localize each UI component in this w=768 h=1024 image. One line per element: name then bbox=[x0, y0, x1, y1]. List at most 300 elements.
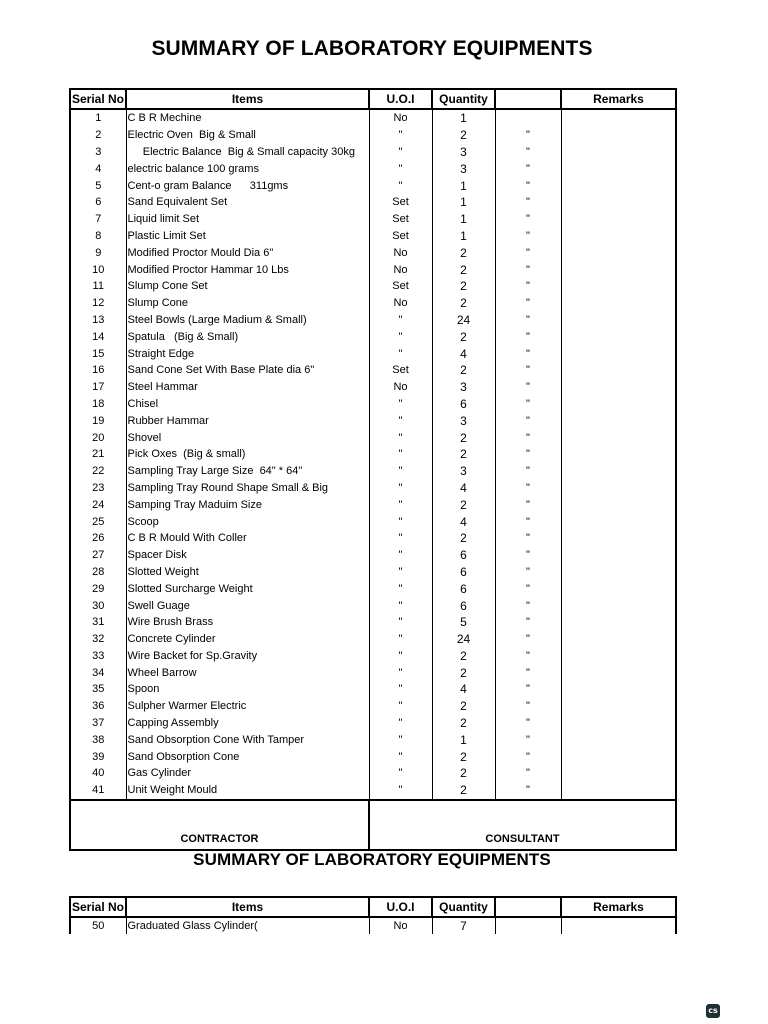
ditto-mark-cell: " bbox=[495, 412, 561, 429]
item-name-cell: Swell Guage bbox=[126, 597, 369, 614]
remarks-cell bbox=[561, 328, 676, 345]
uoi-cell: No bbox=[369, 917, 432, 934]
remarks-cell bbox=[561, 295, 676, 312]
item-name-cell: Capping Assembly bbox=[126, 715, 369, 732]
remarks-cell bbox=[561, 362, 676, 379]
table-row bbox=[70, 480, 676, 497]
quantity-cell: 3 bbox=[432, 160, 495, 177]
item-name-cell: Pick Oxes (Big & small) bbox=[126, 446, 369, 463]
uoi-cell: " bbox=[369, 144, 432, 161]
ditto-mark-cell: " bbox=[495, 748, 561, 765]
uoi-cell: " bbox=[369, 748, 432, 765]
uoi-cell: " bbox=[369, 345, 432, 362]
table-row bbox=[70, 530, 676, 547]
remarks-cell bbox=[561, 412, 676, 429]
uoi-cell: " bbox=[369, 530, 432, 547]
table-row bbox=[70, 278, 676, 295]
uoi-cell: " bbox=[369, 765, 432, 782]
item-name-cell: Slotted Weight bbox=[126, 564, 369, 581]
quantity-cell: 2 bbox=[432, 295, 495, 312]
quantity-cell: 1 bbox=[432, 731, 495, 748]
uoi-cell: " bbox=[369, 396, 432, 413]
item-name-cell: Modified Proctor Hammar 10 Lbs bbox=[126, 261, 369, 278]
remarks-cell bbox=[561, 765, 676, 782]
table-row bbox=[70, 648, 676, 665]
uoi-cell: " bbox=[369, 731, 432, 748]
ditto-mark-cell bbox=[495, 109, 561, 127]
serial-no-cell: 29 bbox=[70, 580, 126, 597]
uoi-cell: No bbox=[369, 295, 432, 312]
ditto-mark-cell: " bbox=[495, 244, 561, 261]
header-row bbox=[70, 897, 676, 917]
quantity-cell: 6 bbox=[432, 580, 495, 597]
table-row bbox=[70, 496, 676, 513]
remarks-cell bbox=[561, 748, 676, 765]
serial-no-cell: 32 bbox=[70, 631, 126, 648]
ditto-mark-cell: " bbox=[495, 228, 561, 245]
table-row bbox=[70, 194, 676, 211]
item-name-cell: Sand Equivalent Set bbox=[126, 194, 369, 211]
quantity-cell: 6 bbox=[432, 564, 495, 581]
remarks-cell bbox=[561, 261, 676, 278]
uoi-cell: No bbox=[369, 109, 432, 127]
remarks-cell bbox=[561, 715, 676, 732]
item-name-cell: Sampling Tray Large Size 64" * 64" bbox=[126, 463, 369, 480]
item-name-cell: Sand Obsorption Cone bbox=[126, 748, 369, 765]
remarks-cell bbox=[561, 379, 676, 396]
table-row bbox=[70, 211, 676, 228]
serial-no-cell: 27 bbox=[70, 547, 126, 564]
serial-no-cell: 38 bbox=[70, 731, 126, 748]
camscanner-logo-icon: cs bbox=[706, 1004, 720, 1018]
uoi-cell: " bbox=[369, 328, 432, 345]
item-name-cell: Spacer Disk bbox=[126, 547, 369, 564]
quantity-cell: 1 bbox=[432, 177, 495, 194]
ditto-mark-cell: " bbox=[495, 496, 561, 513]
table-row bbox=[70, 631, 676, 648]
quantity-cell: 6 bbox=[432, 396, 495, 413]
quantity-cell: 6 bbox=[432, 547, 495, 564]
ditto-mark-cell: " bbox=[495, 698, 561, 715]
serial-no-cell: 18 bbox=[70, 396, 126, 413]
item-name-cell: electric balance 100 grams bbox=[126, 160, 369, 177]
item-name-cell: Plastic Limit Set bbox=[126, 228, 369, 245]
table-row bbox=[70, 396, 676, 413]
serial-no-cell: 15 bbox=[70, 345, 126, 362]
table-row bbox=[70, 144, 676, 161]
header-serial-no: Serial No bbox=[70, 89, 126, 109]
ditto-mark-cell: " bbox=[495, 782, 561, 800]
serial-no-cell: 9 bbox=[70, 244, 126, 261]
item-name-cell: C B R Mechine bbox=[126, 109, 369, 127]
serial-no-cell: 24 bbox=[70, 496, 126, 513]
uoi-cell: " bbox=[369, 446, 432, 463]
uoi-cell: No bbox=[369, 379, 432, 396]
consultant-signature-box: CONSULTANT bbox=[369, 800, 676, 850]
serial-no-cell: 1 bbox=[70, 109, 126, 127]
serial-no-cell: 3 bbox=[70, 144, 126, 161]
serial-no-cell: 39 bbox=[70, 748, 126, 765]
uoi-cell: " bbox=[369, 715, 432, 732]
uoi-cell: Set bbox=[369, 228, 432, 245]
ditto-mark-cell: " bbox=[495, 177, 561, 194]
item-name-cell: Sulpher Warmer Electric bbox=[126, 698, 369, 715]
header-blank bbox=[495, 897, 561, 917]
table-row bbox=[70, 412, 676, 429]
equipment-table bbox=[69, 88, 677, 851]
table-row bbox=[70, 295, 676, 312]
quantity-cell: 24 bbox=[432, 631, 495, 648]
table-row bbox=[70, 731, 676, 748]
uoi-cell: " bbox=[369, 496, 432, 513]
quantity-cell: 4 bbox=[432, 513, 495, 530]
uoi-cell: " bbox=[369, 480, 432, 497]
ditto-mark-cell: " bbox=[495, 362, 561, 379]
quantity-cell: 4 bbox=[432, 681, 495, 698]
ditto-mark-cell: " bbox=[495, 211, 561, 228]
table-row bbox=[70, 597, 676, 614]
table-row bbox=[70, 782, 676, 800]
remarks-cell bbox=[561, 345, 676, 362]
quantity-cell: 6 bbox=[432, 597, 495, 614]
item-name-cell: Graduated Glass Cylinder( bbox=[126, 917, 369, 934]
item-name-cell: Scoop bbox=[126, 513, 369, 530]
serial-no-cell: 4 bbox=[70, 160, 126, 177]
uoi-cell: " bbox=[369, 463, 432, 480]
ditto-mark-cell: " bbox=[495, 648, 561, 665]
uoi-cell: " bbox=[369, 580, 432, 597]
serial-no-cell: 6 bbox=[70, 194, 126, 211]
quantity-cell: 2 bbox=[432, 261, 495, 278]
remarks-cell bbox=[561, 144, 676, 161]
item-name-cell: Steel Hammar bbox=[126, 379, 369, 396]
serial-no-cell: 34 bbox=[70, 664, 126, 681]
remarks-cell bbox=[561, 580, 676, 597]
table-row bbox=[70, 312, 676, 329]
remarks-cell bbox=[561, 631, 676, 648]
item-name-cell: Wheel Barrow bbox=[126, 664, 369, 681]
table-row bbox=[70, 664, 676, 681]
remarks-cell bbox=[561, 160, 676, 177]
item-name-cell: Slump Cone Set bbox=[126, 278, 369, 295]
item-name-cell: Slump Cone bbox=[126, 295, 369, 312]
serial-no-cell: 30 bbox=[70, 597, 126, 614]
uoi-cell: Set bbox=[369, 194, 432, 211]
ditto-mark-cell bbox=[495, 917, 561, 934]
equipment-table-body bbox=[70, 109, 676, 800]
item-name-cell: Gas Cylinder bbox=[126, 765, 369, 782]
item-name-cell: Spoon bbox=[126, 681, 369, 698]
table-row bbox=[70, 564, 676, 581]
table-row bbox=[70, 160, 676, 177]
serial-no-cell: 5 bbox=[70, 177, 126, 194]
ditto-mark-cell: " bbox=[495, 261, 561, 278]
ditto-mark-cell: " bbox=[495, 530, 561, 547]
remarks-cell bbox=[561, 782, 676, 800]
remarks-cell bbox=[561, 127, 676, 144]
ditto-mark-cell: " bbox=[495, 144, 561, 161]
remarks-cell bbox=[561, 278, 676, 295]
item-name-cell: Concrete Cylinder bbox=[126, 631, 369, 648]
remarks-cell bbox=[561, 648, 676, 665]
item-name-cell: Sand Cone Set With Base Plate dia 6" bbox=[126, 362, 369, 379]
item-name-cell: Chisel bbox=[126, 396, 369, 413]
table-row bbox=[70, 446, 676, 463]
item-name-cell: Electric Balance Big & Small capacity 30kg bbox=[126, 144, 369, 161]
uoi-cell: " bbox=[369, 412, 432, 429]
serial-no-cell: 50 bbox=[70, 917, 126, 934]
quantity-cell: 3 bbox=[432, 463, 495, 480]
uoi-cell: " bbox=[369, 127, 432, 144]
serial-no-cell: 35 bbox=[70, 681, 126, 698]
table-row bbox=[70, 109, 676, 127]
serial-no-cell: 41 bbox=[70, 782, 126, 800]
uoi-cell: " bbox=[369, 429, 432, 446]
quantity-cell: 3 bbox=[432, 412, 495, 429]
table-row bbox=[70, 362, 676, 379]
uoi-cell: No bbox=[369, 244, 432, 261]
serial-no-cell: 10 bbox=[70, 261, 126, 278]
remarks-cell bbox=[561, 698, 676, 715]
table-row bbox=[70, 429, 676, 446]
equipment-table-continued bbox=[69, 896, 677, 934]
remarks-cell bbox=[561, 547, 676, 564]
ditto-mark-cell: " bbox=[495, 345, 561, 362]
quantity-cell: 1 bbox=[432, 228, 495, 245]
quantity-cell: 2 bbox=[432, 127, 495, 144]
serial-no-cell: 22 bbox=[70, 463, 126, 480]
ditto-mark-cell: " bbox=[495, 597, 561, 614]
quantity-cell: 2 bbox=[432, 362, 495, 379]
quantity-cell: 2 bbox=[432, 278, 495, 295]
uoi-cell: " bbox=[369, 513, 432, 530]
item-name-cell: Steel Bowls (Large Madium & Small) bbox=[126, 312, 369, 329]
quantity-cell: 2 bbox=[432, 328, 495, 345]
remarks-cell bbox=[561, 211, 676, 228]
header-blank bbox=[495, 89, 561, 109]
serial-no-cell: 2 bbox=[70, 127, 126, 144]
serial-no-cell: 37 bbox=[70, 715, 126, 732]
serial-no-cell: 8 bbox=[70, 228, 126, 245]
quantity-cell: 2 bbox=[432, 715, 495, 732]
ditto-mark-cell: " bbox=[495, 312, 561, 329]
ditto-mark-cell: " bbox=[495, 731, 561, 748]
ditto-mark-cell: " bbox=[495, 396, 561, 413]
header-serial-no: Serial No bbox=[70, 897, 126, 917]
serial-no-cell: 21 bbox=[70, 446, 126, 463]
uoi-cell: " bbox=[369, 547, 432, 564]
quantity-cell: 1 bbox=[432, 194, 495, 211]
contractor-signature-box: CONTRACTOR bbox=[70, 800, 369, 850]
uoi-cell: " bbox=[369, 681, 432, 698]
ditto-mark-cell: " bbox=[495, 664, 561, 681]
table-row bbox=[70, 328, 676, 345]
uoi-cell: " bbox=[369, 597, 432, 614]
table-row bbox=[70, 614, 676, 631]
item-name-cell: Cent-o gram Balance 311gms bbox=[126, 177, 369, 194]
uoi-cell: " bbox=[369, 648, 432, 665]
serial-no-cell: 20 bbox=[70, 429, 126, 446]
page-title: SUMMARY OF LABORATORY EQUIPMENTS bbox=[151, 37, 593, 60]
quantity-cell: 3 bbox=[432, 379, 495, 396]
uoi-cell: Set bbox=[369, 211, 432, 228]
quantity-cell: 2 bbox=[432, 496, 495, 513]
equipment-table-continued-body bbox=[70, 917, 676, 934]
remarks-cell bbox=[561, 177, 676, 194]
item-name-cell: Wire Backet for Sp.Gravity bbox=[126, 648, 369, 665]
quantity-cell: 2 bbox=[432, 648, 495, 665]
item-name-cell: Shovel bbox=[126, 429, 369, 446]
ditto-mark-cell: " bbox=[495, 681, 561, 698]
item-name-cell: Spatula (Big & Small) bbox=[126, 328, 369, 345]
remarks-cell bbox=[561, 396, 676, 413]
quantity-cell: 1 bbox=[432, 109, 495, 127]
item-name-cell: Sand Obsorption Cone With Tamper bbox=[126, 731, 369, 748]
uoi-cell: Set bbox=[369, 278, 432, 295]
table-row bbox=[70, 127, 676, 144]
ditto-mark-cell: " bbox=[495, 194, 561, 211]
signature-row bbox=[70, 800, 676, 850]
page-title-continued: SUMMARY OF LABORATORY EQUIPMENTS bbox=[193, 850, 551, 869]
item-name-cell: Liquid limit Set bbox=[126, 211, 369, 228]
remarks-cell bbox=[561, 564, 676, 581]
quantity-cell: 3 bbox=[432, 144, 495, 161]
table-row bbox=[70, 917, 676, 934]
table-row bbox=[70, 513, 676, 530]
serial-no-cell: 16 bbox=[70, 362, 126, 379]
item-name-cell: Modified Proctor Mould Dia 6" bbox=[126, 244, 369, 261]
ditto-mark-cell: " bbox=[495, 480, 561, 497]
remarks-cell bbox=[561, 463, 676, 480]
uoi-cell: " bbox=[369, 312, 432, 329]
header-items: Items bbox=[126, 897, 369, 917]
item-name-cell: Samping Tray Maduim Size bbox=[126, 496, 369, 513]
serial-no-cell: 31 bbox=[70, 614, 126, 631]
header-remarks: Remarks bbox=[561, 89, 676, 109]
ditto-mark-cell: " bbox=[495, 379, 561, 396]
ditto-mark-cell: " bbox=[495, 614, 561, 631]
serial-no-cell: 36 bbox=[70, 698, 126, 715]
serial-no-cell: 40 bbox=[70, 765, 126, 782]
ditto-mark-cell: " bbox=[495, 580, 561, 597]
quantity-cell: 2 bbox=[432, 698, 495, 715]
item-name-cell: Wire Brush Brass bbox=[126, 614, 369, 631]
table-row bbox=[70, 681, 676, 698]
serial-no-cell: 19 bbox=[70, 412, 126, 429]
quantity-cell: 2 bbox=[432, 446, 495, 463]
header-uoi: U.O.I bbox=[369, 89, 432, 109]
remarks-cell bbox=[561, 446, 676, 463]
remarks-cell bbox=[561, 194, 676, 211]
quantity-cell: 2 bbox=[432, 765, 495, 782]
remarks-cell bbox=[561, 496, 676, 513]
table-row bbox=[70, 715, 676, 732]
remarks-cell bbox=[561, 917, 676, 934]
quantity-cell: 2 bbox=[432, 429, 495, 446]
remarks-cell bbox=[561, 681, 676, 698]
remarks-cell bbox=[561, 244, 676, 261]
ditto-mark-cell: " bbox=[495, 295, 561, 312]
ditto-mark-cell: " bbox=[495, 715, 561, 732]
item-name-cell: Electric Oven Big & Small bbox=[126, 127, 369, 144]
ditto-mark-cell: " bbox=[495, 631, 561, 648]
table-row bbox=[70, 463, 676, 480]
remarks-cell bbox=[561, 429, 676, 446]
uoi-cell: " bbox=[369, 177, 432, 194]
quantity-cell: 1 bbox=[432, 211, 495, 228]
table-row bbox=[70, 379, 676, 396]
uoi-cell: " bbox=[369, 564, 432, 581]
quantity-cell: 2 bbox=[432, 664, 495, 681]
table-row bbox=[70, 765, 676, 782]
remarks-cell bbox=[561, 513, 676, 530]
remarks-cell bbox=[561, 109, 676, 127]
table-row bbox=[70, 547, 676, 564]
table-row bbox=[70, 228, 676, 245]
table-row bbox=[70, 244, 676, 261]
serial-no-cell: 13 bbox=[70, 312, 126, 329]
serial-no-cell: 23 bbox=[70, 480, 126, 497]
item-name-cell: Straight Edge bbox=[126, 345, 369, 362]
serial-no-cell: 12 bbox=[70, 295, 126, 312]
table-row bbox=[70, 698, 676, 715]
quantity-cell: 2 bbox=[432, 530, 495, 547]
uoi-cell: Set bbox=[369, 362, 432, 379]
header-quantity: Quantity bbox=[432, 89, 495, 109]
item-name-cell: Rubber Hammar bbox=[126, 412, 369, 429]
serial-no-cell: 25 bbox=[70, 513, 126, 530]
ditto-mark-cell: " bbox=[495, 278, 561, 295]
ditto-mark-cell: " bbox=[495, 513, 561, 530]
table-row bbox=[70, 177, 676, 194]
quantity-cell: 5 bbox=[432, 614, 495, 631]
header-remarks: Remarks bbox=[561, 897, 676, 917]
uoi-cell: " bbox=[369, 698, 432, 715]
quantity-cell: 4 bbox=[432, 480, 495, 497]
uoi-cell: " bbox=[369, 782, 432, 800]
remarks-cell bbox=[561, 731, 676, 748]
remarks-cell bbox=[561, 664, 676, 681]
uoi-cell: No bbox=[369, 261, 432, 278]
ditto-mark-cell: " bbox=[495, 328, 561, 345]
serial-no-cell: 7 bbox=[70, 211, 126, 228]
quantity-cell: 2 bbox=[432, 244, 495, 261]
serial-no-cell: 11 bbox=[70, 278, 126, 295]
header-items: Items bbox=[126, 89, 369, 109]
uoi-cell: " bbox=[369, 631, 432, 648]
serial-no-cell: 33 bbox=[70, 648, 126, 665]
table-row bbox=[70, 261, 676, 278]
item-name-cell: Slotted Surcharge Weight bbox=[126, 580, 369, 597]
header-uoi: U.O.I bbox=[369, 897, 432, 917]
item-name-cell: Unit Weight Mould bbox=[126, 782, 369, 800]
header-row bbox=[70, 89, 676, 109]
remarks-cell bbox=[561, 228, 676, 245]
serial-no-cell: 28 bbox=[70, 564, 126, 581]
ditto-mark-cell: " bbox=[495, 564, 561, 581]
remarks-cell bbox=[561, 597, 676, 614]
quantity-cell: 24 bbox=[432, 312, 495, 329]
quantity-cell: 7 bbox=[432, 917, 495, 934]
remarks-cell bbox=[561, 312, 676, 329]
table-row bbox=[70, 748, 676, 765]
uoi-cell: " bbox=[369, 614, 432, 631]
serial-no-cell: 17 bbox=[70, 379, 126, 396]
remarks-cell bbox=[561, 480, 676, 497]
uoi-cell: " bbox=[369, 160, 432, 177]
header-quantity: Quantity bbox=[432, 897, 495, 917]
ditto-mark-cell: " bbox=[495, 127, 561, 144]
